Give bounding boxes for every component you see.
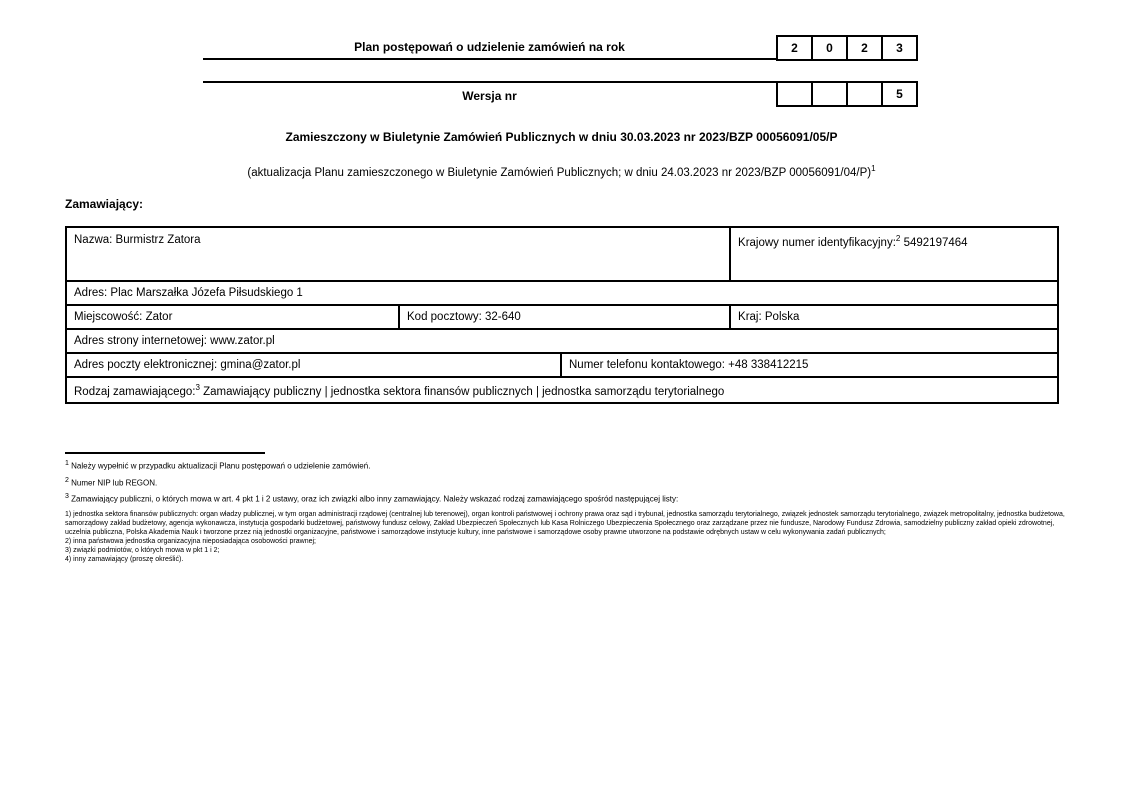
version-digit-box [811,81,848,107]
national-id-value: 5492197464 [900,236,968,249]
postal-code-cell: Kod pocztowy: 32-640 [399,305,730,329]
buyer-type-list-item: 3) związki podmiotów, o których mowa w pkt 1 i 2; [65,546,220,554]
footnote-item [65,460,1067,471]
version-digit-box: 5 [881,81,918,107]
year-digit-box: 0 [811,35,848,61]
year-digit-box: 2 [846,35,883,61]
plan-title: Plan postępowań o udzielenie zamówień na rok [203,36,776,60]
footnotes-section [65,460,1067,564]
website-cell: Adres strony internetowej: www.zator.pl [66,329,1058,353]
year-digit-box: 3 [881,35,918,61]
table-row [66,281,1058,305]
buyer-section-heading: Zamawiający: [65,197,144,211]
footnote-text: Numer NIP lub REGON. [71,478,158,488]
version-digit-box [846,81,883,107]
address-cell: Adres: Plac Marszałka Józefa Piłsudskiego 1 [66,281,1058,305]
published-in-bulletin-line: Zamieszczony w Biuletynie Zamówień Publicznych w dniu 30.03.2023 nr 2023/BZP 00056091/05/P [285,130,838,144]
version-box-group [776,81,918,107]
update-note-footnote-ref: 1 [871,164,876,173]
footnote-marker: 2 [65,476,69,484]
buyer-type-value: Zamawiający publiczny | jednostka sektora finansów publicznych | jednostka samorządu terytorialnego [199,385,725,398]
national-id-label: Krajowy numer identyfikacyjny: [738,236,896,249]
update-note-text: (aktualizacja Planu zamieszczonego w Biuletynie Zamówień Publicznych; w dniu 24.03.2023 nr 2023/BZP 00056091/04/P) [247,166,872,179]
version-digit-box [776,81,813,107]
footnote-marker: 1 [65,460,69,467]
update-note-line [0,164,1123,179]
table-row [66,305,1058,329]
buyer-type-label: Rodzaj zamawiającego: [74,385,196,398]
buyer-name-cell: Nazwa: Burmistrz Zatora [66,227,730,281]
footnote-marker: 3 [65,493,69,501]
year-digit-box: 2 [776,35,813,61]
footnote-separator-rule [65,452,265,454]
email-cell: Adres poczty elektronicznej: gmina@zator.pl [66,353,561,377]
footnote-item [65,493,1067,504]
buyer-type-list-item: 2) inna państwowa jednostka organizacyjna nieposiadająca osobowości prawnej; [65,537,316,545]
national-id-footnote-ref: 2 [895,234,901,243]
buyer-type-cell [66,377,1058,403]
national-id-cell [730,227,1058,281]
footnote-text: Należy wypełnić w przypadku aktualizacji Planu postępowań o udzielenie zamówień. [71,461,371,471]
country-cell: Kraj: Polska [730,305,1058,329]
footnote-item [65,477,1067,488]
table-row [66,353,1058,377]
city-cell: Miejscowość: Zator [66,305,399,329]
table-row [66,377,1058,403]
year-box-group [776,35,918,61]
buyer-type-list [65,510,1067,564]
buyer-type-list-item: 4) inny zamawiający (proszę określić). [65,555,184,563]
table-row [66,227,1058,281]
buyer-type-footnote-ref: 3 [195,382,200,392]
footnote-text: Zamawiający publiczni, o których mowa w art. 4 pkt 1 i 2 ustawy, oraz ich związki albo inny zamawiający. Należy wskazać rodzaj zamawiającego spośród następującej listy: [71,494,679,504]
buyer-type-list-item: 1) jednostka sektora finansów publicznych: organ władzy publicznej, w tym organ administracji rządowej (centralnej lub terenowej), organ kontroli państwowej i ochrony prawa oraz sąd i trybunał, jednostka samorządu terytorialnego, związek jednostek samorządu terytorialnego, związek metropolitalny, jednostka budżetowa, samorządowy zakład budżetowy, agencja wykonawcza, instytucja gospodarki budżetowej, państwowy fundusz celowy, Zakład Ubezpieczeń Społecznych lub Kasa Rolniczego Ubezpieczenia Społecznego oraz zarządzane przez nie fundusze, Narodowy Fundusz Zdrowia, samodzielny publiczny zakład opieki zdrowotnej, uczelnia publiczna, Polska Akademia Nauk i tworzone przez nią jednostki organizacyjne, państwowe i samorządowe instytucje kultury, inne państwowe i samorządowe osoby prawne utworzone na podstawie odrębnych ustaw w celu wykonywania zadań publicznych; [65,510,1065,536]
buyer-table [65,226,1059,404]
phone-cell: Numer telefonu kontaktowego: +48 338412215 [561,353,1058,377]
table-row [66,329,1058,353]
version-label: Wersja nr [203,81,776,103]
